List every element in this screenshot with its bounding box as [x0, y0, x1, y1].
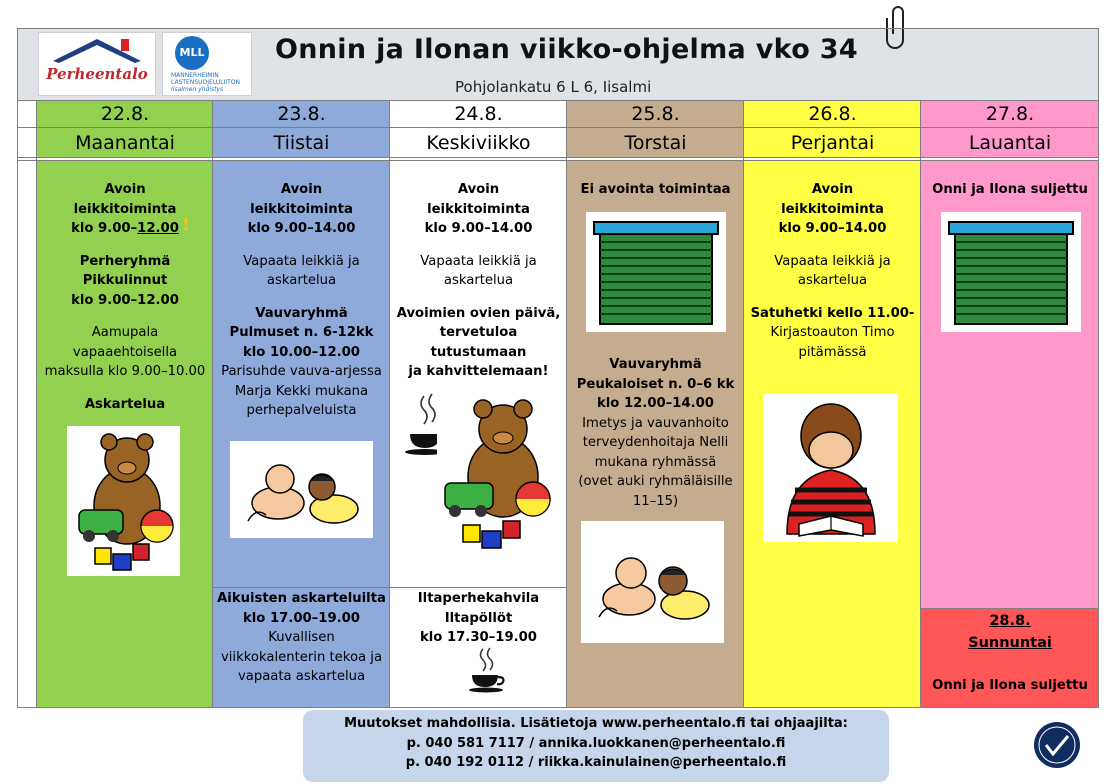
- mon-breakfast-1: Aamupala: [91, 325, 159, 340]
- tue-eve-3: Kuvallisen: [268, 630, 335, 645]
- tue-eve-2: klo 17.00–19.00: [243, 610, 360, 626]
- thu-closed: Ei avointa toimintaa: [580, 182, 731, 197]
- house-roof-icon: [39, 33, 155, 95]
- mon-open-3b: 12.00: [137, 221, 179, 236]
- sat-closed: Onni ja Ilona suljettu: [932, 182, 1088, 197]
- mon-breakfast-3: maksulla klo 9.00–10.00: [44, 364, 206, 379]
- sun-content: [921, 610, 1099, 654]
- fri-open-1: Avoin: [811, 182, 854, 197]
- wed-free-1: Vapaata leikkiä ja: [420, 253, 537, 269]
- mon-date: 22.8.: [100, 103, 150, 125]
- thu-baby-7: (ovet auki ryhmäläisille: [578, 474, 733, 489]
- footer-line3: p. 040 192 0112 / riikka.kainulainen@perheentalo.fi: [405, 755, 787, 770]
- mon-open-1: Avoin: [104, 182, 146, 197]
- mll-logo-line2: LASTENSUOJELULIITON: [171, 79, 241, 86]
- fri-date: 26.8.: [808, 103, 857, 125]
- footer-line2: p. 040 581 7117 / annika.luokkanen@perheentalo.fi: [406, 735, 786, 751]
- mon-open-2: leikkitoiminta: [73, 201, 177, 217]
- mon-group-2: klo 9.00–12.00: [71, 292, 179, 308]
- sat-date: 27.8.: [985, 103, 1035, 125]
- crawling-babies-image-2: [581, 521, 724, 643]
- checkmark-seal-icon: [1032, 720, 1082, 770]
- crawling-babies-image: [230, 441, 373, 538]
- page-title: Onnin ja Ilonan viikko-ohjelma vko 34: [275, 34, 858, 65]
- coffee-cup-icon-2: [466, 647, 508, 693]
- wed-evening-content: [390, 589, 567, 648]
- tue-baby-4: Parisuhde vauva-arjessa: [221, 364, 382, 379]
- fri-content: [744, 180, 921, 362]
- wed-doors-3: ja kahvittelemaan!: [408, 364, 549, 379]
- fri-open-2: leikkitoiminta: [781, 201, 884, 217]
- teddy-bear-toys-image: [67, 426, 180, 576]
- tue-baby-2: Pulmuset n. 6-12kk: [229, 325, 374, 340]
- fri-story-3: pitämässä: [798, 344, 867, 360]
- tue-free-2: askartelua: [266, 273, 337, 288]
- tue-baby-1: Vauvaryhmä: [255, 305, 348, 321]
- tue-baby-3: klo 10.00–12.00: [243, 344, 360, 360]
- thu-day-name: Torstai: [624, 132, 687, 154]
- wed-content: [390, 180, 567, 382]
- wed-open-2: leikkitoiminta: [427, 201, 530, 217]
- mon-breakfast-2: vapaaehtoisella: [72, 344, 178, 360]
- address: Pohjolankatu 6 L 6, Iisalmi: [455, 78, 652, 96]
- tue-open-2: leikkitoiminta: [250, 201, 353, 217]
- thu-baby-5: terveydenhoitaja Nelli: [582, 435, 729, 450]
- shutter-closed-icon: [586, 212, 726, 332]
- mll-logo-line3: Iisalmen yhdistys: [171, 86, 224, 93]
- sun-date: 28.8.: [989, 613, 1031, 629]
- tue-content: [213, 180, 390, 421]
- mon-day-name: Maanantai: [75, 132, 175, 154]
- wed-day-name: Keskiviikko: [426, 132, 531, 154]
- teddy-bear-toys-image-2: [437, 393, 556, 555]
- sat-content: [921, 180, 1099, 200]
- wed-eve-2: Iltapöllöt: [444, 610, 513, 626]
- thu-baby-1: Vauvaryhmä: [609, 357, 702, 372]
- thu-baby-4: Imetys ja vauvanhoito: [582, 415, 729, 431]
- tue-eve-5: vapaata askartelua: [237, 669, 366, 684]
- wed-eve-3: klo 17.30–19.00: [420, 630, 537, 645]
- fri-story-2: Kirjastoauton Timo: [770, 325, 895, 340]
- tue-day-name: Tiistai: [273, 132, 330, 154]
- tue-open-1: Avoin: [280, 182, 323, 197]
- sat-day-name: Lauantai: [968, 132, 1052, 154]
- thu-baby-8: 11–15): [632, 493, 679, 509]
- mll-logo-line1: MANNERHEIMIN: [171, 72, 219, 79]
- mll-badge: MLL: [175, 36, 209, 70]
- footer-line1: Muutokset mahdollisia. Lisätietoja www.perheentalo.fi tai ohjaajilta:: [344, 716, 848, 731]
- wed-open-1: Avoin: [457, 182, 500, 197]
- sun-day-name: Sunnuntai: [968, 635, 1052, 651]
- shutter-closed-icon-2: [941, 212, 1081, 332]
- tue-baby-6: perhepalveluista: [246, 403, 357, 418]
- thu-baby-3: klo 12.00–14.00: [597, 396, 714, 411]
- mon-group-1: Perheryhmä Pikkulinnut: [79, 253, 171, 288]
- wed-open-3: klo 9.00–14.00: [424, 221, 533, 236]
- fri-day-name: Perjantai: [790, 132, 875, 154]
- thu-content-top: [567, 180, 744, 200]
- wed-free-2: askartelua: [443, 273, 514, 288]
- fri-open-3: klo 9.00–14.00: [778, 221, 887, 236]
- tue-baby-5: Marja Kekki mukana: [234, 383, 369, 399]
- sun-closed-wrap: [921, 676, 1099, 696]
- mon-crafts: Askartelua: [84, 396, 166, 412]
- thu-date: 25.8.: [631, 103, 680, 125]
- perheentalo-logo: [38, 32, 156, 96]
- wed-eve-1: Iltaperhekahvila: [417, 591, 540, 606]
- paperclip-icon: [886, 4, 910, 50]
- wed-doors-2: tervetuloa tutustumaan: [430, 325, 527, 360]
- footer-info: [303, 710, 889, 782]
- mon-content: [37, 180, 213, 414]
- fri-free-1: Vapaata leikkiä ja: [774, 253, 891, 269]
- tue-date: 23.8.: [277, 103, 326, 125]
- thu-baby-6: mukana ryhmässä: [594, 454, 717, 470]
- mon-open-3a: klo 9.00–: [71, 221, 138, 236]
- mll-logo: [162, 32, 252, 96]
- fri-story-1: Satuhetki kello 11.00-: [750, 305, 915, 321]
- thu-baby-2: Peukaloiset n. 0–6 kk: [576, 376, 735, 392]
- thu-baby-content: [567, 355, 744, 511]
- perheentalo-logo-text: Perheentalo: [46, 65, 148, 83]
- tue-open-3: klo 9.00–14.00: [247, 221, 356, 236]
- fri-free-2: askartelua: [797, 273, 868, 288]
- tue-eve-1: Aikuisten askarteluilta: [217, 591, 386, 606]
- boy-reading-image: [763, 394, 898, 542]
- tue-free-1: Vapaata leikkiä ja: [243, 253, 360, 269]
- tue-eve-4: viikkokalenterin tekoa ja: [220, 649, 383, 665]
- exclamation-icon: !: [182, 214, 191, 235]
- wed-doors-1: Avoimien ovien päivä,: [396, 305, 561, 321]
- tue-evening-content: [213, 589, 390, 687]
- wed-date: 24.8.: [454, 103, 503, 125]
- sun-closed: Onni ja Ilona suljettu: [932, 678, 1088, 693]
